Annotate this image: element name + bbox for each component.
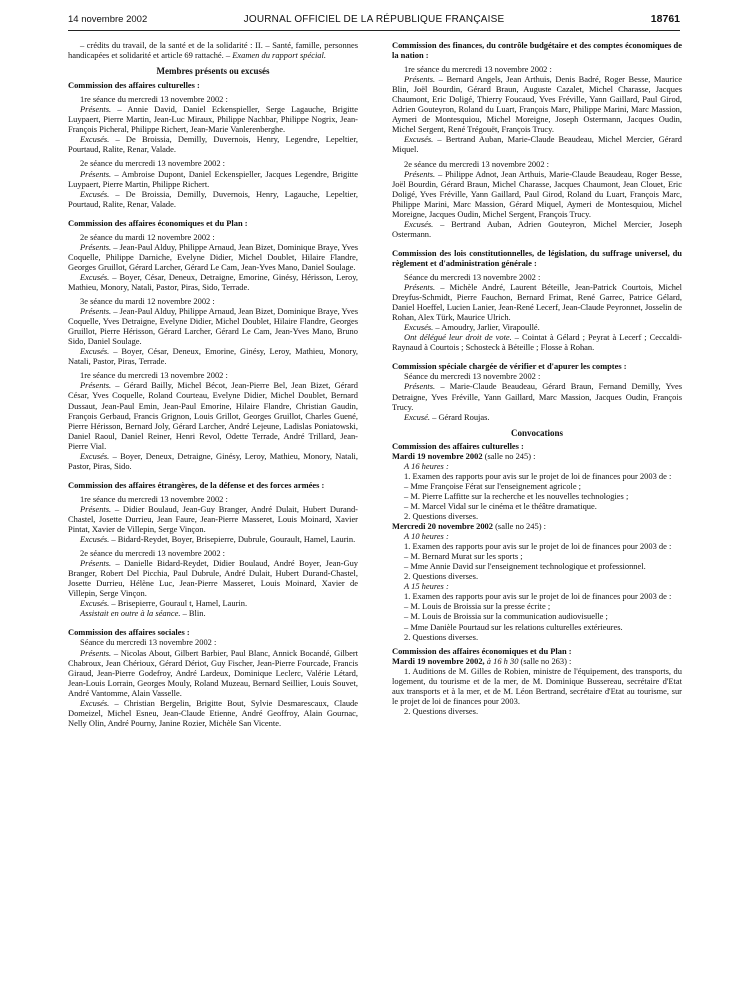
commission-title: Commission des affaires économiques et du Plan : xyxy=(392,645,572,656)
commission-title: Commission des lois constitutionnelles, de législation, du suffrage universel, du règlement et d'administration générale : xyxy=(392,247,682,268)
right-column xyxy=(392,40,682,716)
agenda-subitem: – M. Marcel Vidal sur le cinéma et le théâtre dramatique. xyxy=(404,500,597,511)
session-line: 1re séance du mercredi 13 novembre 2002 : xyxy=(80,493,228,504)
session-line: Séance du mercredi 13 novembre 2002 : xyxy=(404,271,541,282)
session-line: 1re séance du mercredi 13 novembre 2002 : xyxy=(404,64,552,75)
left-column xyxy=(68,40,358,728)
excused-list: Excusés. – Bidard-Reydet, Boyer, Brisepierre, Dubrule, Gourault, Hamel, Laurin. xyxy=(80,534,356,545)
session-line: 3e séance du mardi 12 novembre 2002 : xyxy=(80,296,215,307)
excused-list: Excusés. – Bertrand Auban, Adrien Gouteyron, Michel Mercier, Joseph Ostermann. xyxy=(392,218,683,239)
header-date: 14 novembre 2002 xyxy=(68,14,148,25)
agenda-subitem: – M. Louis de Broissia sur la presse écrite ; xyxy=(404,601,551,612)
present-list: Présents. – Annie David, Daniel Eckenspieller, Serge Lagauche, Brigitte Luypaert, Pierre Martin, Jean-Luc Miraux, Philippe Nachbar, Philippe Nogrix, Jean-François Picheral, Philippe Richert, Jean-Marie Vanlerenberghe. xyxy=(68,104,359,135)
session-line: 2e séance du mercredi 13 novembre 2002 : xyxy=(80,158,226,169)
excused-list: Excusés. – De Broissia, Demilly, Duvernois, Henry, Legendre, Lepeltier, Pourtaud, Ralite, Renar, Valade. xyxy=(68,134,358,155)
agenda-item: 1. Examen des rapports pour avis sur le projet de loi de finances pour 2003 de : xyxy=(404,470,672,481)
meeting-time: A 16 heures : xyxy=(404,460,449,471)
header-title: JOURNAL OFFICIEL DE LA RÉPUBLIQUE FRANÇAISE xyxy=(243,14,505,25)
session-line: 1re séance du mercredi 13 novembre 2002 : xyxy=(80,370,228,381)
commission-title: Commission des affaires étrangères, de la défense et des forces armées : xyxy=(68,479,325,490)
proxy-votes: Ont délégué leur droit de vote. – Cointat à Gélard ; Peyrat à Lecerf ; Ceccaldi-Raynaud à Courtois ; Schosteck à Béteille ; Flosse à Rohan. xyxy=(392,332,682,353)
agenda-item: 1. Examen des rapports pour avis sur le projet de loi de finances pour 2003 de : xyxy=(404,541,672,552)
page-number: 18761 xyxy=(650,13,680,25)
commission-title: Commission des affaires culturelles : xyxy=(392,440,524,451)
agenda-item: 2. Questions diverses. xyxy=(404,511,479,522)
excused-list: Excusé. – Gérard Roujas. xyxy=(404,411,490,422)
present-list: Présents. – Nicolas About, Gilbert Barbier, Paul Blanc, Annick Bocandé, Gilbert Chabroux, Jean Chérioux, Gérard Dériot, Guy Fischer, Jean-Pierre Fourcade, Francis Giraud, Jean-Pierre Godefroy, André Lardeux, Dominique Leclerc, Valérie Létard, Jean-Louis Lorrain, Georges Mouly, Roland Muzeau, Bernard Seillier, Louis Souvet, André Vantomme, Alain Vasselle. xyxy=(68,647,358,698)
present-list: Présents. – Michèle André, Laurent Béteille, Jean-Patrick Courtois, Michel Dreyfus-Schmidt, Pierre Fauchon, Bernard Frimat, René Garrec, Patrice Gélard, Daniel Hoeffel, Lucien Lanier, Jean-René Lecerf, Jean-Claude Peyronnet, Josselin de Rohan, Alex Türk, Maurice Ulrich. xyxy=(392,282,682,323)
commission-title: Commission spéciale chargée de vérifier et d'apurer les comptes : xyxy=(392,361,627,372)
present-list: Présents. – Bernard Angels, Jean Arthuis, Denis Badré, Roger Besse, Maurice Blin, Joël Bourdin, Gérard Braun, Auguste Cazalet, Michel Charasse, Jacques Chaumont, Eric Doligé, Thierry Foucaud, Yves Fréville, Yann Gaillard, Paul Girod, Adrien Gouteyron, Roland du Luart, François Marc, Philippe Marini, Marc Massion, Aymeri de Montesquiou, Michel Moreigne, Joseph Ostermann, Jacques Oudin, Michel Sergent, René Trégouët, François Trucy. xyxy=(392,74,682,135)
header-rule xyxy=(68,30,680,31)
present-list: Présents. – Philippe Adnot, Jean Arthuis, Marie-Claude Beaudeau, Roger Besse, Joël Bourdin, Gérard Braun, Michel Charasse, Jacques Chaumont, Jean Clouet, Eric Doligé, Yves Fréville, Yann Gaillard, Paul Girod, Roland du Luart, François Marc, Philippe Marini, Marc Massion, Gérard Miquel, Aymeri de Montesquiou, Michel Moreigne, Jacques Oudin, Michel Sergent, François Trucy. xyxy=(392,168,682,219)
agenda-subitem: – Mme Danièle Pourtaud sur les relations culturelles extérieures. xyxy=(404,621,623,632)
agenda-item: 1. Auditions de M. Gilles de Robien, ministre de l'équipement, des transports, du logement, du tourisme et de la mer, de M. Dominique Bussereau, secrétaire d'Etat aux transports et à la mer, et de M. Léon Bertrand, secrétaire d'Etat au tourisme, sur le projet de loi de finances pour 2003. xyxy=(392,665,682,706)
attendee-note: Assistait en outre à la séance. – Blin. xyxy=(80,608,206,619)
meeting-date: Mardi 19 novembre 2002 (salle no 245) : xyxy=(392,450,536,461)
present-list: Présents. – Danielle Bidard-Reydet, Didier Boulaud, André Boyer, Jean-Guy Branger, Robert Del Picchia, Paul Dubrule, André Dulait, Hubert Durand-Chastel, Josette Durrieu, Hélène Luc, Jean-Pierre Masseret, Louis Moinard, Xavier de Villepin, Serge Vinçon. xyxy=(68,558,359,599)
present-list: Présents. – Marie-Claude Beaudeau, Gérard Braun, Fernand Demilly, Yves Detraigne, Yves Fréville, Yann Gaillard, Marc Massion, Jacques Oudin, François Trucy. xyxy=(392,381,682,412)
present-list: Présents. – Didier Boulaud, Jean-Guy Branger, André Dulait, Hubert Durand-Chastel, Josette Durrieu, Jean Faure, Jean-Pierre Masseret, Louis Moinard, Xavier Pintat, Xavier de Villepin, Serge Vinçon. xyxy=(68,503,358,535)
commission-title: Commission des finances, du contrôle budgétaire et des comptes économiques de la nation : xyxy=(392,40,682,61)
convocations-title: Convocations xyxy=(510,427,563,438)
meeting-date: Mardi 19 novembre 2002, à 16 h 30 (salle no 263) : xyxy=(392,655,572,666)
agenda-subitem: – M. Bernard Murat sur les sports ; xyxy=(404,551,523,562)
session-line: 2e séance du mercredi 13 novembre 2002 : xyxy=(80,548,226,559)
present-list: Présents. – Jean-Paul Alduy, Philippe Arnaud, Jean Bizet, Dominique Braye, Yves Coquelle, Yves Detraigne, Evelyne Didier, Michel Doublet, Hilaire Flandre, Georges Gruillot, Pierre Hérisson, Gérard Larcher, Gérard Le Cam, Jean-Yves Mano, Bruno Sido, Daniel Soulage. xyxy=(68,306,358,347)
meeting-time: A 10 heures : xyxy=(404,531,449,542)
agenda-item: 2. Questions diverses. xyxy=(404,631,479,642)
commission-title: Commission des affaires sociales : xyxy=(68,627,190,638)
excused-list: Excusés. – Christian Bergelin, Brigitte Bout, Sylvie Desmarescaux, Claude Domeizel, Michel Esneu, Jean-Claude Etienne, André Geoffroy, Alain Gournac, Nelly Olin, André Pourny, Janine Rozier, Michèle San Vicente. xyxy=(68,697,358,728)
excused-list: Excusés. – Amoudry, Jarlier, Virapoullé. xyxy=(404,322,540,333)
agenda-subitem: – M. Pierre Laffitte sur la recherche et les nouvelles technologies ; xyxy=(404,490,629,501)
present-list: Présents. – Gérard Bailly, Michel Bécot, Jean-Pierre Bel, Jean Bizet, Gérard César, Yves Coquelle, Roland Courteau, Evelyne Didier, Michel Doublet, Bernard Dussaut, Jean-Paul Emin, Jean-Paul Emorine, Hilaire Flandre, Christian Gaudin, François Gerbaud, Francis Grignon, Louis Grillot, Georges Gruillot, Charles Guené, Pierre Hérisson, Bernard Joly, Gérard Larcher, André Lejeune, Ladislas Poniatowski, Daniel Raoul, Daniel Reiner, Henri Revol, Odette Terrade, André Trillard, Jean-Pierre Vial. xyxy=(68,380,358,451)
session-line: 2e séance du mardi 12 novembre 2002 : xyxy=(80,231,215,242)
present-list: Présents. – Jean-Paul Alduy, Philippe Arnaud, Jean Bizet, Dominique Braye, Yves Coquelle, Philippe Darniche, Evelyne Didier, Michel Doublet, Hilaire Flandre, Georges Gruillot, Gérard Larcher, Gérard Le Cam, Jean-Yves Mano, Daniel Soulage. xyxy=(68,241,358,272)
session-line: 1re séance du mercredi 13 novembre 2002 : xyxy=(80,94,228,105)
members-title: Membres présents ou excusés xyxy=(156,66,270,77)
meeting-time: A 15 heures : xyxy=(404,581,449,592)
agenda-subitem: – Mme Françoise Férat sur l'enseignement agricole ; xyxy=(404,480,582,491)
session-line: Séance du mercredi 13 novembre 2002 : xyxy=(404,371,541,382)
excused-list: Excusés. – Bertrand Auban, Marie-Claude Beaudeau, Michel Mercier, Gérard Miquel. xyxy=(392,134,683,155)
agenda-subitem: – M. Louis de Broissia sur la communication audiovisuelle ; xyxy=(404,611,608,622)
excused-list: Excusés. – Boyer, Deneux, Detraigne, Ginésy, Leroy, Mathieu, Monory, Natali, Pastor, Piras, Sido. xyxy=(68,450,358,471)
present-list: Présents. – Ambroise Dupont, Daniel Eckenspieller, Jacques Legendre, Brigitte Luypaert, Pierre Martin, Philippe Richert. xyxy=(68,168,358,189)
intro-paragraph: – crédits du travail, de la santé et de la solidarité : II. – Santé, famille, personnes handicapées et solidarité et article 69 rattaché. – Examen du rapport spécial. xyxy=(68,40,358,61)
meeting-date: Mercredi 20 novembre 2002 (salle no 245) : xyxy=(392,521,546,532)
excused-list: Excusés. – Brisepierre, Gouraul t, Hamel, Laurin. xyxy=(80,598,248,609)
excused-list: Excusés. – De Broissia, Demilly, Duvernois, Henry, Lagauche, Lepeltier, Pourtaud, Ralite, Renar, Valade. xyxy=(68,188,358,209)
agenda-item: 1. Examen des rapports pour avis sur le projet de loi de finances pour 2003 de : xyxy=(404,591,672,602)
agenda-item: 2. Questions diverses. xyxy=(404,705,479,716)
excused-list: Excusés. – Boyer, César, Deneux, Emorine, Ginésy, Leroy, Mathieu, Monory, Natali, Pastor, Piras, Terrade. xyxy=(68,346,359,367)
session-line: 2e séance du mercredi 13 novembre 2002 : xyxy=(404,158,550,169)
agenda-subitem: – Mme Annie David sur l'enseignement technologique et professionnel. xyxy=(404,561,646,572)
commission-title: Commission des affaires économiques et du Plan : xyxy=(68,217,248,228)
commission-title: Commission des affaires culturelles : xyxy=(68,80,200,91)
excused-list: Excusés. – Boyer, César, Deneux, Detraigne, Emorine, Ginésy, Hérisson, Leroy, Mathieu, Monory, Natali, Pastor, Piras, Sido, Terrade. xyxy=(68,271,358,292)
session-line: Séance du mercredi 13 novembre 2002 : xyxy=(80,637,217,648)
agenda-item: 2. Questions diverses. xyxy=(404,571,479,582)
